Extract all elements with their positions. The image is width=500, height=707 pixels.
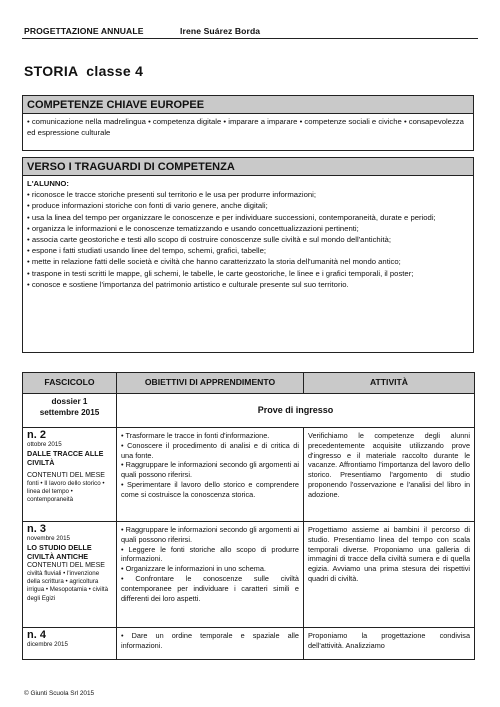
fascicolo-date: dicembre 2015 [27,640,68,648]
activity-cell: Progettiamo assieme ai bambini il percorso di studio. Presentiamo linea del tempo con scala temporali diverse. Proponiamo una galleria di immagini di tracce della civiltà sumera e di quella egizia. Avviamo una prima stesura dei rispettivi quadri di civiltà. [304,522,475,628]
objective-item: • Conoscere il procedimento di analisi e di critica di una fonte. [121,440,299,460]
traguardi-item: • traspone in testi scritti le mappe, gli schemi, le tabelle, le carte geostoriche, le linee e i grafici temporali, il poster; [27,268,414,278]
objective-item: • Raggruppare le informazioni secondo gli argomenti ai quali possono riferirsi. [121,460,299,480]
competenze-box [22,95,474,151]
programme-table [22,372,475,660]
objective-item: • Dare un ordine temporale e spaziale alle informazioni. [121,631,299,650]
traguardi-item: • produce informazioni storiche con fonti di vario genere, anche digitali; [27,201,268,211]
traguardi-box [22,157,474,353]
objective-item: • Leggere le fonti storiche allo scopo di produrre informazioni. [121,544,299,564]
table-row [23,428,475,522]
table-row [23,394,475,428]
contents-label: CONTENUTI DEL MESE [27,472,105,479]
page-title: STORIA classe 4 [24,63,144,79]
page-header [24,26,260,36]
fascicolo-number: n. 4 [27,629,46,641]
objective-item: • Trasformare le tracce in fonti d'informazione. [121,431,270,440]
activity-cell: Proponiamo la progettazione condivisa dell'attività. Analizziamo [304,628,475,660]
traguardi-item: • riconosce le tracce storiche presenti sul territorio e le usa per produrre informazioni; [27,190,316,200]
competenze-text: • comunicazione nella madrelingua • competenza digitale • imparare a imparare • competenze sociali e civiche • consapevolezza ed espressione culturale [27,117,464,138]
fascicolo-date: novembre 2015 [27,534,70,542]
dossier-cell [23,394,117,428]
objective-item: • Confrontare le conoscenze sulle civiltà contemporanee per individuare i caratteri simili e differenti dei loro aspetti. [121,573,299,603]
objectives-cell [117,628,304,660]
objective-item: • Organizzare le informazioni in uno schema. [121,564,266,574]
traguardi-intro: L'ALUNNO: [27,179,69,188]
traguardi-item: • organizza le informazioni e le conoscenze tematizzando e usando concettualizzazioni pertinenti; [27,223,359,233]
objective-item: • Sperimentare il lavoro dello storico e comprendere come si costruisce la conoscenza storica. [121,479,299,499]
fascicolo-number: n. 2 [27,429,46,441]
objectives-cell [117,428,304,522]
activity-cell: Verifichiamo le competenze degli alunni precedentemente acquisite utilizzando prove d'ingresso e il materiale raccolto durante le vacanze. Affrontiamo l'importanza del lavoro dello storico. Presentiamo l'argomento di studio proponendo l'osservazione e l'analisi del libro in adozione. [304,428,475,522]
traguardi-item: • mette in relazione fatti delle società e civiltà che hanno caratterizzato la storia dell'umanità nel mondo antico; [27,257,401,267]
objectives-cell [117,522,304,628]
table-row [23,522,475,628]
table-header-row [23,373,475,394]
column-header: FASCICOLO [23,373,117,394]
dossier-number: dossier 1 [51,397,88,406]
fascicolo-title: LO STUDIO DELLE CIVILTÀ ANTICHE [27,543,92,561]
competenze-heading: COMPETENZE CHIAVE EUROPEE [23,96,473,114]
traguardi-item: • associa carte geostoriche e testi allo scopo di costruire conoscenze sulle civiltà e sul mondo dell'antichità; [27,235,391,245]
header-rule [22,38,478,39]
copyright-footer: © Giunti Scuola Srl 2015 [24,690,95,697]
traguardi-item: • espone i fatti studiati usando linee del tempo, schemi, grafici, tabelle; [27,246,267,256]
contents-list: fonti • Il lavoro dello storico • linea del tempo • contemporaneità [27,480,105,504]
fascicolo-cell [23,522,117,628]
header-title: PROGETTAZIONE ANNUALE [24,26,144,36]
fascicolo-cell [23,628,117,660]
dossier-date: settembre 2015 [39,407,100,417]
column-header: ATTIVITÀ [304,373,475,394]
traguardi-item: • conosce e sostiene l'importanza del patrimonio artistico e culturale presente sul suo territorio. [27,279,349,289]
fascicolo-cell [23,428,117,522]
fascicolo-number: n. 3 [27,523,46,535]
column-header: OBIETTIVI DI APPRENDIMENTO [117,373,304,394]
prove-ingresso-cell: Prove di ingresso [117,394,475,428]
traguardi-item: • usa la linea del tempo per organizzare le conoscenze e per individuare successioni, contemporaneità, durate e periodi; [27,212,436,222]
fascicolo-date: ottobre 2015 [27,440,62,448]
contents-label: CONTENUTI DEL MESE [27,562,105,569]
header-author: Irene Suárez Borda [180,26,261,36]
table-row [23,628,475,660]
objective-item: • Raggruppare le informazioni secondo gli argomenti ai quali possono riferirsi. [121,525,299,544]
contents-list: civiltà fluviali • l'invenzione della scrittura • agricoltura irrigua • Mesopotamia • civiltà degli Egizi [27,570,109,602]
traguardi-heading: VERSO I TRAGUARDI DI COMPETENZA [23,158,473,176]
fascicolo-title: DALLE TRACCE ALLE CIVILTÀ [27,449,104,467]
